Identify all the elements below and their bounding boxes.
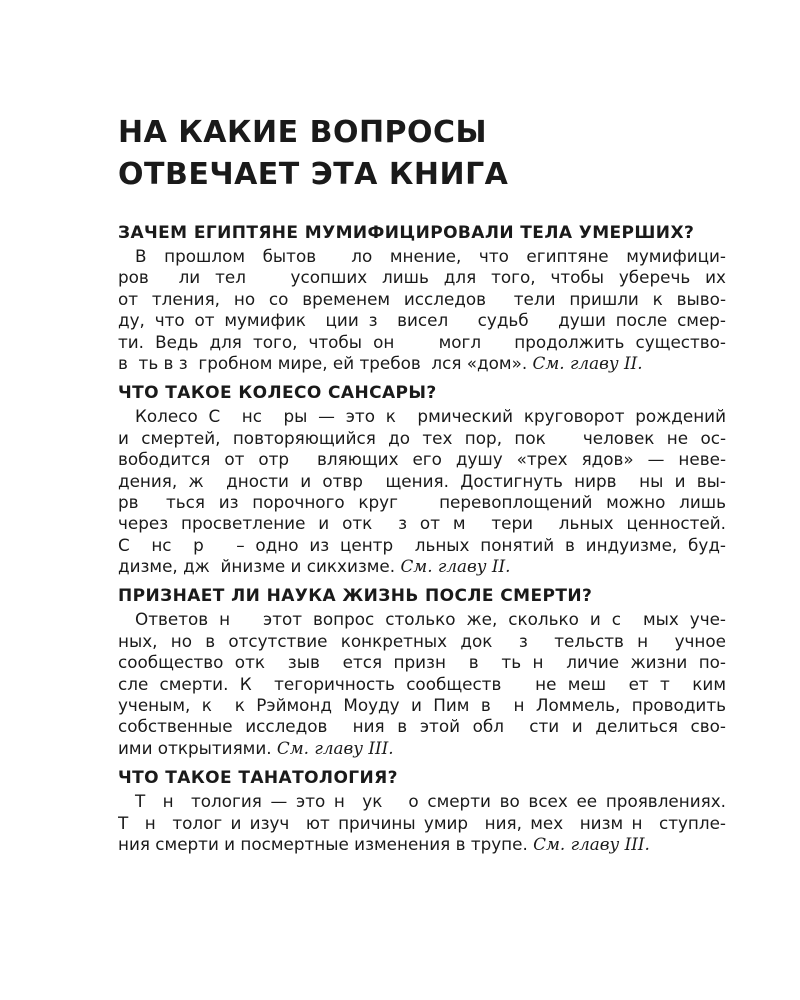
chapter-reference: См. главу II. (532, 352, 643, 373)
answer-line (118, 791, 726, 812)
question-heading: ЧТО ТАКОЕ КОЛЕСО САНСАРЫ? (118, 383, 437, 404)
question-section (118, 220, 726, 374)
answer-line-text: Колесо С нс ры — это к рмический круговорот рождений (135, 406, 726, 427)
answer-line-text: сообщество отк зыв ется призн в ть н личие жизни по- (118, 652, 726, 673)
answer-line (118, 556, 726, 577)
answer-line (118, 428, 726, 449)
answer-line-text: ученым, к к Рэймонд Моуду и Пим в н Ломмель, проводить (118, 695, 726, 716)
answer-line (118, 716, 726, 737)
answer-line (118, 353, 726, 374)
answer-line-text: рв ться из порочного круг перевоплощений можно лишь (118, 491, 726, 512)
question-section (118, 583, 726, 759)
answer-line (118, 406, 726, 427)
answer-line-text: в ть в з гробном мире, ей требов лся «дом». (118, 352, 528, 373)
answer-line (118, 449, 726, 470)
answer-paragraph (118, 609, 726, 759)
answer-line-text: ими открытиями. (118, 737, 272, 758)
question-section (118, 765, 726, 855)
answer-paragraph (118, 791, 726, 855)
answer-line (118, 310, 726, 331)
answer-line-text: собственные исследов ния в этой обл сти и делиться сво- (118, 716, 726, 737)
answer-line-text: Т н толог и изуч ют причины умир ния, мех низм н ступле- (118, 812, 726, 833)
answer-line (118, 631, 726, 652)
answer-line-text: В прошлом бытов ло мнение, что египтяне мумифици- (135, 246, 726, 266)
answer-paragraph (118, 246, 726, 374)
answer-line-text: сле смерти. К тегоричность сообществ не меш ет т ким (118, 673, 726, 694)
answer-line-text: ных, но в отсутствие конкретных док з тельств н учное (118, 630, 726, 651)
answer-line-text: Т н тология — это н ук о смерти во всех ее проявлениях. (135, 791, 726, 812)
answer-line (118, 535, 726, 556)
answer-line (118, 267, 726, 288)
answer-line-text: ров ли тел усопших лишь для того, чтобы уберечь их (118, 267, 726, 288)
answer-line (118, 652, 726, 673)
answer-line-text: ду, что от мумифик ции з висел судьб души после смер- (118, 310, 726, 331)
answer-paragraph (118, 406, 726, 577)
answer-line-text: дения, ж дности и отвр щения. Достигнуть нирв ны и вы- (118, 470, 726, 491)
question-heading: ПРИЗНАЕТ ЛИ НАУКА ЖИЗНЬ ПОСЛЕ СМЕРТИ? (118, 586, 593, 607)
answer-line-text: С нс р – одно из центр льных понятий в индуизме, буд- (118, 534, 726, 555)
answer-line (118, 813, 726, 834)
answer-line (118, 332, 726, 353)
answer-line (118, 513, 726, 534)
chapter-reference: См. главу III. (276, 737, 394, 758)
answer-line (118, 834, 726, 855)
answer-line-text: ния смерти и посмертные изменения в трупе. (118, 833, 528, 854)
answer-line-text: и смертей, повторяющийся до тех пор, пок человек не ос- (118, 427, 726, 448)
question-section (118, 380, 726, 577)
book-page (118, 112, 726, 861)
answer-line (118, 246, 726, 267)
chapter-reference: См. главу III. (533, 833, 650, 854)
answer-line (118, 289, 726, 310)
page-title-line: ОТВЕЧАЕТ ЭТА КНИГА (118, 157, 509, 192)
page-title-line: НА КАКИЕ ВОПРОСЫ (118, 115, 488, 150)
answer-line-text: Ответов н этот вопрос столько же, сколько и с мых уче- (135, 609, 726, 630)
answer-line (118, 738, 726, 759)
answer-line (118, 492, 726, 513)
answer-line (118, 609, 726, 630)
answer-line (118, 471, 726, 492)
answer-line-text: ти. Ведь для того, чтобы он могл продолжить существо- (118, 331, 726, 352)
sections-container (118, 220, 726, 855)
answer-line-text: вободится от отр вляющих его душу «трех ядов» — неве- (118, 449, 726, 470)
answer-line-text: через просветление и отк з от м тери льных ценностей. (118, 513, 726, 534)
answer-line (118, 674, 726, 695)
question-heading: ЧТО ТАКОЕ ТАНАТОЛОГИЯ? (118, 768, 398, 789)
page-title (118, 112, 726, 196)
chapter-reference: См. главу II. (400, 556, 511, 577)
answer-line (118, 695, 726, 716)
question-heading: ЗАЧЕМ ЕГИПТЯНЕ МУМИФИЦИРОВАЛИ ТЕЛА УМЕРШИХ? (118, 223, 695, 243)
answer-line-text: от тления, но со временем исследов тели пришли к выво- (118, 288, 726, 309)
answer-line-text: дизме, дж йнизме и сикхизме. (118, 556, 396, 577)
